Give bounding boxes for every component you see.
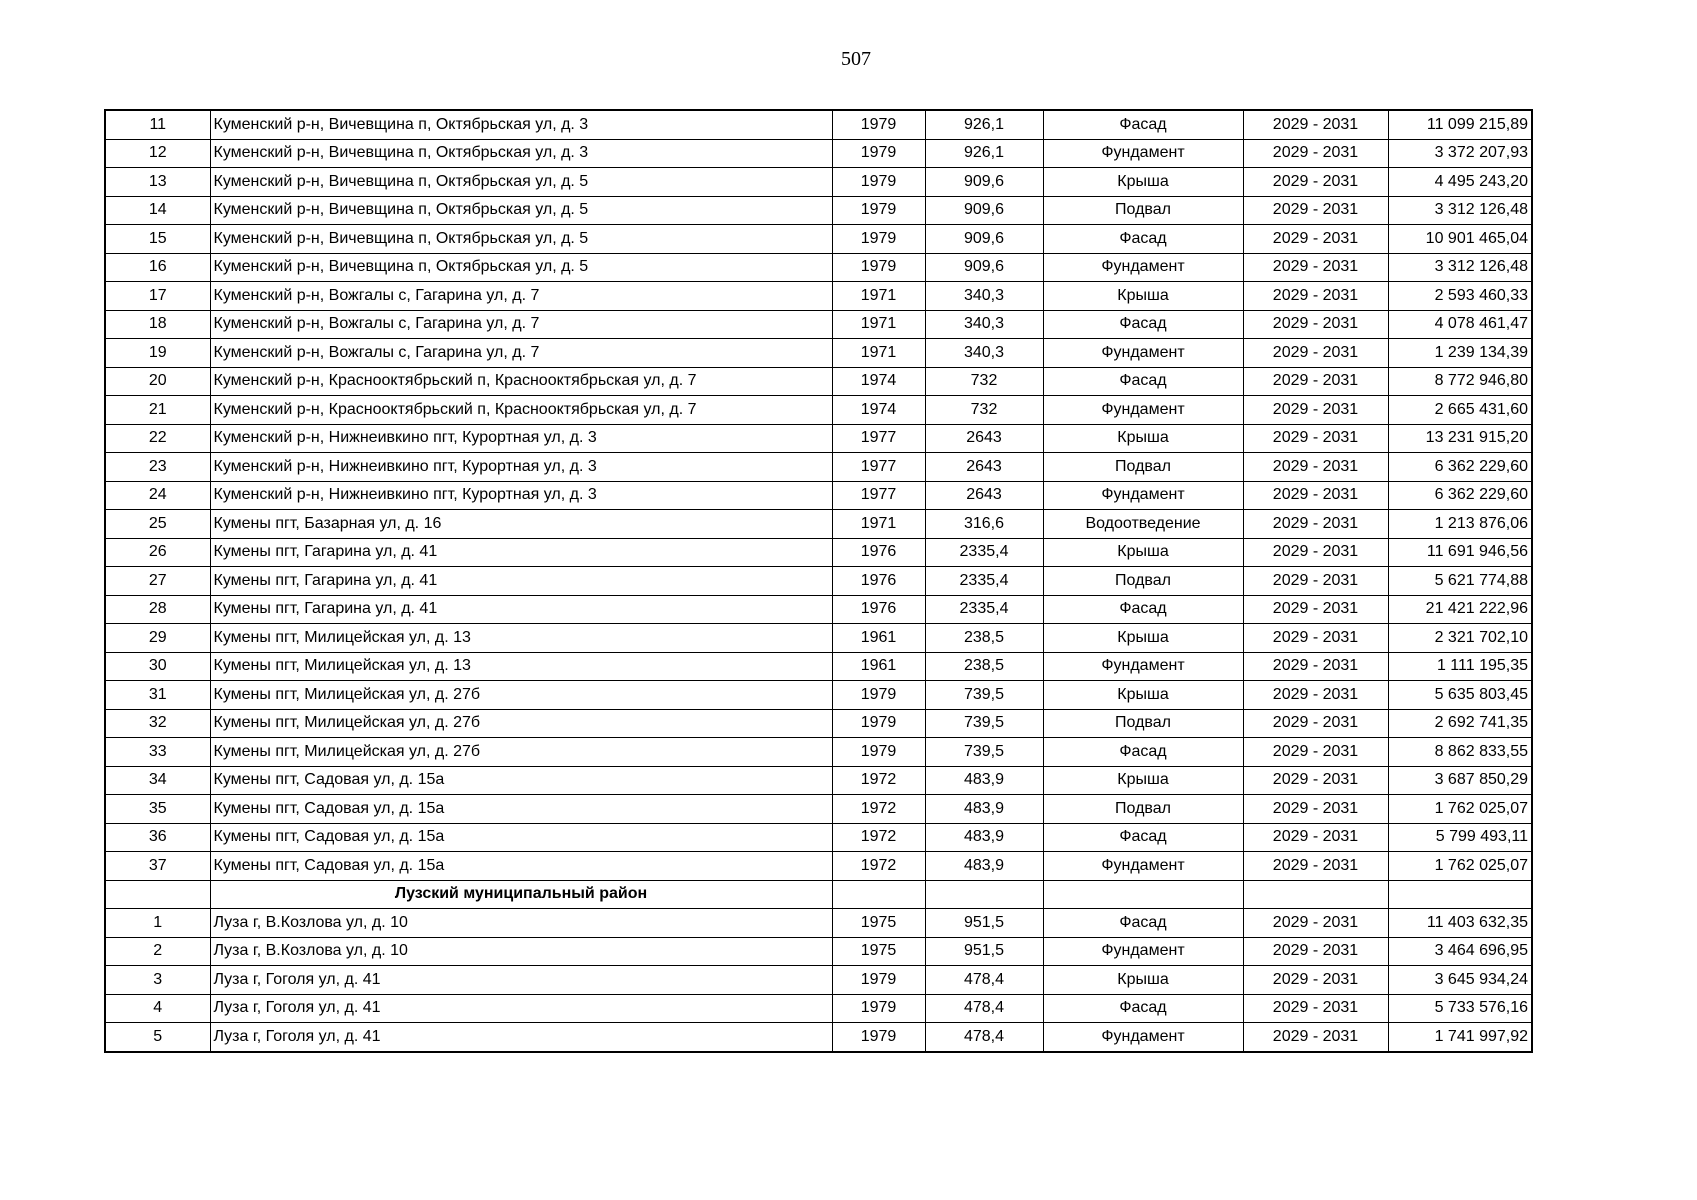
cost-cell: 2 665 431,60 (1388, 396, 1532, 425)
build-year-cell: 1972 (832, 766, 925, 795)
period-cell: 2029 - 2031 (1243, 424, 1388, 453)
area-cell: 340,3 (925, 282, 1043, 311)
cost-cell: 8 772 946,80 (1388, 367, 1532, 396)
table-row (105, 453, 1532, 482)
row-number-cell: 24 (105, 481, 210, 510)
address-cell: Куменский р-н, Вичевщина п, Октябрьская ул, д. 5 (210, 196, 832, 225)
row-number-cell: 21 (105, 396, 210, 425)
area-cell: 2335,4 (925, 567, 1043, 596)
period-cell: 2029 - 2031 (1243, 453, 1388, 482)
cost-cell: 5 733 576,16 (1388, 994, 1532, 1023)
address-cell: Куменский р-н, Вичевщина п, Октябрьская ул, д. 5 (210, 253, 832, 282)
row-number-cell: 2 (105, 937, 210, 966)
area-cell: 478,4 (925, 994, 1043, 1023)
period-cell: 2029 - 2031 (1243, 852, 1388, 881)
table-row (105, 367, 1532, 396)
table-row (105, 709, 1532, 738)
period-cell: 2029 - 2031 (1243, 624, 1388, 653)
address-cell: Куменский р-н, Вожгалы с, Гагарина ул, д. 7 (210, 282, 832, 311)
area-cell: 739,5 (925, 738, 1043, 767)
period-cell: 2029 - 2031 (1243, 282, 1388, 311)
address-cell: Куменский р-н, Вичевщина п, Октябрьская ул, д. 3 (210, 110, 832, 139)
period-cell: 2029 - 2031 (1243, 766, 1388, 795)
cost-cell: 3 645 934,24 (1388, 966, 1532, 995)
work-type-cell: Фасад (1043, 310, 1243, 339)
cost-cell: 3 372 207,93 (1388, 139, 1532, 168)
table-row (105, 681, 1532, 710)
area-cell: 2643 (925, 424, 1043, 453)
build-year-cell: 1975 (832, 909, 925, 938)
section-header-row (105, 880, 1532, 909)
work-type-cell: Фундамент (1043, 396, 1243, 425)
row-number-cell: 12 (105, 139, 210, 168)
area-cell: 739,5 (925, 709, 1043, 738)
cost-cell: 3 312 126,48 (1388, 196, 1532, 225)
cost-cell: 8 862 833,55 (1388, 738, 1532, 767)
row-number-cell: 19 (105, 339, 210, 368)
address-cell: Куменский р-н, Нижнеивкино пгт, Курортная ул, д. 3 (210, 481, 832, 510)
table-row (105, 110, 1532, 139)
row-number-cell: 11 (105, 110, 210, 139)
row-number-cell: 14 (105, 196, 210, 225)
table-row (105, 852, 1532, 881)
build-year-cell: 1961 (832, 652, 925, 681)
cost-cell: 1 762 025,07 (1388, 795, 1532, 824)
area-cell: 909,6 (925, 253, 1043, 282)
work-type-cell: Фасад (1043, 823, 1243, 852)
page-number: 507 (841, 48, 871, 70)
row-number-cell: 22 (105, 424, 210, 453)
build-year-cell: 1979 (832, 196, 925, 225)
build-year-cell: 1979 (832, 994, 925, 1023)
area-cell: 483,9 (925, 852, 1043, 881)
cost-cell: 3 464 696,95 (1388, 937, 1532, 966)
area-cell: 2643 (925, 453, 1043, 482)
empty-cell (1388, 880, 1532, 909)
area-cell: 483,9 (925, 823, 1043, 852)
build-year-cell: 1961 (832, 624, 925, 653)
address-cell: Кумены пгт, Милицейская ул, д. 13 (210, 624, 832, 653)
build-year-cell: 1979 (832, 681, 925, 710)
work-type-cell: Фасад (1043, 738, 1243, 767)
table-row (105, 1023, 1532, 1052)
table-row (105, 481, 1532, 510)
cost-cell: 11 691 946,56 (1388, 538, 1532, 567)
work-type-cell: Крыша (1043, 282, 1243, 311)
area-cell: 340,3 (925, 310, 1043, 339)
table-row (105, 738, 1532, 767)
work-type-cell: Крыша (1043, 424, 1243, 453)
build-year-cell: 1979 (832, 966, 925, 995)
work-type-cell: Фасад (1043, 110, 1243, 139)
cost-cell: 1 213 876,06 (1388, 510, 1532, 539)
area-cell: 909,6 (925, 225, 1043, 254)
row-number-cell: 31 (105, 681, 210, 710)
address-cell: Куменский р-н, Нижнеивкино пгт, Курортная ул, д. 3 (210, 453, 832, 482)
work-type-cell: Фундамент (1043, 481, 1243, 510)
row-number-cell: 17 (105, 282, 210, 311)
area-cell: 316,6 (925, 510, 1043, 539)
period-cell: 2029 - 2031 (1243, 738, 1388, 767)
area-cell: 483,9 (925, 766, 1043, 795)
table-row (105, 424, 1532, 453)
table-row (105, 310, 1532, 339)
period-cell: 2029 - 2031 (1243, 481, 1388, 510)
empty-cell (925, 880, 1043, 909)
build-year-cell: 1976 (832, 595, 925, 624)
build-year-cell: 1972 (832, 852, 925, 881)
empty-cell (1243, 880, 1388, 909)
work-type-cell: Крыша (1043, 966, 1243, 995)
address-cell: Куменский р-н, Краснооктябрьский п, Краснооктябрьская ул, д. 7 (210, 367, 832, 396)
row-number-cell: 27 (105, 567, 210, 596)
work-type-cell: Фундамент (1043, 937, 1243, 966)
cost-cell: 1 239 134,39 (1388, 339, 1532, 368)
table-row (105, 168, 1532, 197)
table-row (105, 795, 1532, 824)
build-year-cell: 1972 (832, 823, 925, 852)
address-cell: Кумены пгт, Садовая ул, д. 15а (210, 795, 832, 824)
table-row (105, 196, 1532, 225)
build-year-cell: 1979 (832, 253, 925, 282)
build-year-cell: 1971 (832, 510, 925, 539)
area-cell: 340,3 (925, 339, 1043, 368)
build-year-cell: 1976 (832, 567, 925, 596)
area-cell: 951,5 (925, 937, 1043, 966)
cost-cell: 13 231 915,20 (1388, 424, 1532, 453)
address-cell: Кумены пгт, Милицейская ул, д. 27б (210, 709, 832, 738)
address-cell: Куменский р-н, Нижнеивкино пгт, Курортная ул, д. 3 (210, 424, 832, 453)
work-type-cell: Фундамент (1043, 253, 1243, 282)
address-cell: Куменский р-н, Краснооктябрьский п, Краснооктябрьская ул, д. 7 (210, 396, 832, 425)
work-type-cell: Фасад (1043, 994, 1243, 1023)
row-number-cell: 3 (105, 966, 210, 995)
table-row (105, 994, 1532, 1023)
period-cell: 2029 - 2031 (1243, 168, 1388, 197)
cost-cell: 5 621 774,88 (1388, 567, 1532, 596)
row-number-cell: 16 (105, 253, 210, 282)
period-cell: 2029 - 2031 (1243, 367, 1388, 396)
build-year-cell: 1979 (832, 709, 925, 738)
work-type-cell: Крыша (1043, 168, 1243, 197)
period-cell: 2029 - 2031 (1243, 709, 1388, 738)
empty-cell (832, 880, 925, 909)
address-cell: Кумены пгт, Милицейская ул, д. 27б (210, 681, 832, 710)
period-cell: 2029 - 2031 (1243, 396, 1388, 425)
repair-schedule-table (104, 109, 1533, 1053)
period-cell: 2029 - 2031 (1243, 110, 1388, 139)
address-cell: Кумены пгт, Базарная ул, д. 16 (210, 510, 832, 539)
empty-cell (105, 880, 210, 909)
build-year-cell: 1977 (832, 481, 925, 510)
address-cell: Кумены пгт, Гагарина ул, д. 41 (210, 595, 832, 624)
table-row (105, 766, 1532, 795)
work-type-cell: Фундамент (1043, 652, 1243, 681)
area-cell: 478,4 (925, 966, 1043, 995)
address-cell: Кумены пгт, Садовая ул, д. 15а (210, 823, 832, 852)
work-type-cell: Подвал (1043, 567, 1243, 596)
work-type-cell: Фундамент (1043, 852, 1243, 881)
build-year-cell: 1979 (832, 110, 925, 139)
area-cell: 2335,4 (925, 595, 1043, 624)
work-type-cell: Фасад (1043, 367, 1243, 396)
build-year-cell: 1971 (832, 282, 925, 311)
table-row (105, 909, 1532, 938)
cost-cell: 5 635 803,45 (1388, 681, 1532, 710)
build-year-cell: 1979 (832, 738, 925, 767)
section-title: Лузский муниципальный район (210, 880, 832, 909)
build-year-cell: 1975 (832, 937, 925, 966)
row-number-cell: 32 (105, 709, 210, 738)
area-cell: 951,5 (925, 909, 1043, 938)
row-number-cell: 35 (105, 795, 210, 824)
period-cell: 2029 - 2031 (1243, 795, 1388, 824)
period-cell: 2029 - 2031 (1243, 253, 1388, 282)
work-type-cell: Подвал (1043, 795, 1243, 824)
address-cell: Луза г, Гоголя ул, д. 41 (210, 966, 832, 995)
build-year-cell: 1979 (832, 225, 925, 254)
cost-cell: 6 362 229,60 (1388, 481, 1532, 510)
area-cell: 2643 (925, 481, 1043, 510)
row-number-cell: 25 (105, 510, 210, 539)
area-cell: 732 (925, 396, 1043, 425)
address-cell: Куменский р-н, Вичевщина п, Октябрьская ул, д. 3 (210, 139, 832, 168)
work-type-cell: Подвал (1043, 709, 1243, 738)
area-cell: 2335,4 (925, 538, 1043, 567)
area-cell: 732 (925, 367, 1043, 396)
table-row (105, 823, 1532, 852)
period-cell: 2029 - 2031 (1243, 339, 1388, 368)
period-cell: 2029 - 2031 (1243, 538, 1388, 567)
row-number-cell: 15 (105, 225, 210, 254)
cost-cell: 11 403 632,35 (1388, 909, 1532, 938)
cost-cell: 21 421 222,96 (1388, 595, 1532, 624)
row-number-cell: 30 (105, 652, 210, 681)
address-cell: Куменский р-н, Вичевщина п, Октябрьская ул, д. 5 (210, 225, 832, 254)
build-year-cell: 1971 (832, 310, 925, 339)
row-number-cell: 37 (105, 852, 210, 881)
row-number-cell: 34 (105, 766, 210, 795)
table-body (105, 110, 1532, 1052)
table-row (105, 139, 1532, 168)
area-cell: 909,6 (925, 168, 1043, 197)
table-row (105, 567, 1532, 596)
period-cell: 2029 - 2031 (1243, 1023, 1388, 1052)
address-cell: Куменский р-н, Вожгалы с, Гагарина ул, д. 7 (210, 339, 832, 368)
area-cell: 483,9 (925, 795, 1043, 824)
table-row (105, 595, 1532, 624)
period-cell: 2029 - 2031 (1243, 966, 1388, 995)
period-cell: 2029 - 2031 (1243, 937, 1388, 966)
build-year-cell: 1974 (832, 396, 925, 425)
row-number-cell: 5 (105, 1023, 210, 1052)
table-row (105, 624, 1532, 653)
cost-cell: 11 099 215,89 (1388, 110, 1532, 139)
cost-cell: 1 741 997,92 (1388, 1023, 1532, 1052)
area-cell: 926,1 (925, 139, 1043, 168)
period-cell: 2029 - 2031 (1243, 823, 1388, 852)
period-cell: 2029 - 2031 (1243, 139, 1388, 168)
row-number-cell: 33 (105, 738, 210, 767)
table-row (105, 966, 1532, 995)
area-cell: 238,5 (925, 624, 1043, 653)
build-year-cell: 1977 (832, 424, 925, 453)
address-cell: Луза г, В.Козлова ул, д. 10 (210, 937, 832, 966)
build-year-cell: 1971 (832, 339, 925, 368)
period-cell: 2029 - 2031 (1243, 310, 1388, 339)
address-cell: Кумены пгт, Садовая ул, д. 15а (210, 766, 832, 795)
address-cell: Куменский р-н, Вичевщина п, Октябрьская ул, д. 5 (210, 168, 832, 197)
address-cell: Кумены пгт, Милицейская ул, д. 27б (210, 738, 832, 767)
work-type-cell: Фасад (1043, 909, 1243, 938)
period-cell: 2029 - 2031 (1243, 909, 1388, 938)
cost-cell: 3 312 126,48 (1388, 253, 1532, 282)
period-cell: 2029 - 2031 (1243, 196, 1388, 225)
build-year-cell: 1979 (832, 139, 925, 168)
table-row (105, 396, 1532, 425)
work-type-cell: Фундамент (1043, 339, 1243, 368)
address-cell: Куменский р-н, Вожгалы с, Гагарина ул, д. 7 (210, 310, 832, 339)
build-year-cell: 1974 (832, 367, 925, 396)
cost-cell: 3 687 850,29 (1388, 766, 1532, 795)
cost-cell: 4 495 243,20 (1388, 168, 1532, 197)
period-cell: 2029 - 2031 (1243, 595, 1388, 624)
address-cell: Кумены пгт, Милицейская ул, д. 13 (210, 652, 832, 681)
period-cell: 2029 - 2031 (1243, 510, 1388, 539)
row-number-cell: 36 (105, 823, 210, 852)
area-cell: 926,1 (925, 110, 1043, 139)
area-cell: 739,5 (925, 681, 1043, 710)
work-type-cell: Фасад (1043, 595, 1243, 624)
table-row (105, 937, 1532, 966)
build-year-cell: 1972 (832, 795, 925, 824)
cost-cell: 4 078 461,47 (1388, 310, 1532, 339)
build-year-cell: 1979 (832, 168, 925, 197)
period-cell: 2029 - 2031 (1243, 567, 1388, 596)
work-type-cell: Крыша (1043, 681, 1243, 710)
work-type-cell: Подвал (1043, 453, 1243, 482)
row-number-cell: 28 (105, 595, 210, 624)
row-number-cell: 13 (105, 168, 210, 197)
row-number-cell: 26 (105, 538, 210, 567)
period-cell: 2029 - 2031 (1243, 681, 1388, 710)
work-type-cell: Крыша (1043, 766, 1243, 795)
address-cell: Луза г, В.Козлова ул, д. 10 (210, 909, 832, 938)
period-cell: 2029 - 2031 (1243, 225, 1388, 254)
table-row (105, 538, 1532, 567)
cost-cell: 6 362 229,60 (1388, 453, 1532, 482)
cost-cell: 10 901 465,04 (1388, 225, 1532, 254)
cost-cell: 5 799 493,11 (1388, 823, 1532, 852)
build-year-cell: 1979 (832, 1023, 925, 1052)
address-cell: Луза г, Гоголя ул, д. 41 (210, 994, 832, 1023)
table-row (105, 339, 1532, 368)
address-cell: Кумены пгт, Гагарина ул, д. 41 (210, 567, 832, 596)
work-type-cell: Водоотведение (1043, 510, 1243, 539)
table-row (105, 652, 1532, 681)
work-type-cell: Крыша (1043, 538, 1243, 567)
area-cell: 238,5 (925, 652, 1043, 681)
address-cell: Луза г, Гоголя ул, д. 41 (210, 1023, 832, 1052)
cost-cell: 2 321 702,10 (1388, 624, 1532, 653)
period-cell: 2029 - 2031 (1243, 994, 1388, 1023)
row-number-cell: 23 (105, 453, 210, 482)
address-cell: Кумены пгт, Садовая ул, д. 15а (210, 852, 832, 881)
work-type-cell: Фасад (1043, 225, 1243, 254)
period-cell: 2029 - 2031 (1243, 652, 1388, 681)
build-year-cell: 1976 (832, 538, 925, 567)
work-type-cell: Подвал (1043, 196, 1243, 225)
row-number-cell: 29 (105, 624, 210, 653)
cost-cell: 1 111 195,35 (1388, 652, 1532, 681)
cost-cell: 2 692 741,35 (1388, 709, 1532, 738)
build-year-cell: 1977 (832, 453, 925, 482)
cost-cell: 2 593 460,33 (1388, 282, 1532, 311)
row-number-cell: 4 (105, 994, 210, 1023)
row-number-cell: 1 (105, 909, 210, 938)
work-type-cell: Фундамент (1043, 1023, 1243, 1052)
row-number-cell: 20 (105, 367, 210, 396)
table-row (105, 282, 1532, 311)
work-type-cell: Крыша (1043, 624, 1243, 653)
table-row (105, 253, 1532, 282)
work-type-cell: Фундамент (1043, 139, 1243, 168)
area-cell: 478,4 (925, 1023, 1043, 1052)
area-cell: 909,6 (925, 196, 1043, 225)
address-cell: Кумены пгт, Гагарина ул, д. 41 (210, 538, 832, 567)
cost-cell: 1 762 025,07 (1388, 852, 1532, 881)
row-number-cell: 18 (105, 310, 210, 339)
table-row (105, 225, 1532, 254)
table-row (105, 510, 1532, 539)
empty-cell (1043, 880, 1243, 909)
